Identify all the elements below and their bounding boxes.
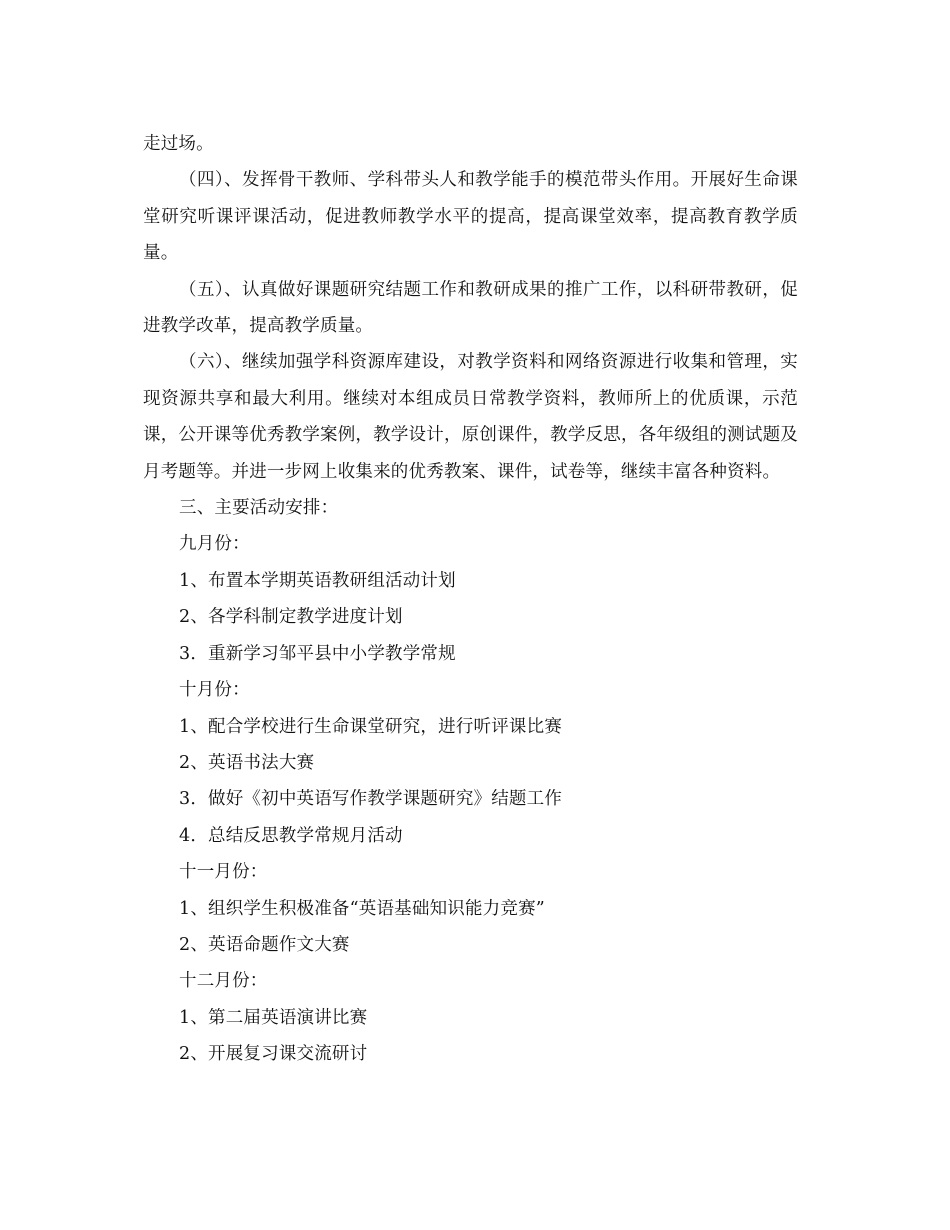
month-heading-september: 九月份： — [179, 534, 250, 555]
list-item: 4．总结反思教学常规月活动 — [179, 825, 403, 846]
paragraph-continuation: 走过场。 — [143, 134, 214, 154]
paragraph-item-5: （五）、认真做好课题研究结题工作和教研成果的推广工作，以科研带教研，促进教学改革，提高教学质量。 — [143, 279, 798, 337]
list-item: 2、英语命题作文大赛 — [179, 934, 350, 955]
list-item: 2、英语书法大赛 — [179, 752, 315, 773]
section-heading-activities: 三、主要活动安排： — [179, 498, 339, 519]
list-item: 1、第二届英语演讲比赛 — [179, 1007, 368, 1028]
list-item: 1、布置本学期英语教研组活动计划 — [179, 570, 456, 591]
list-item: 1、组织学生积极准备“英语基础知识能力竞赛” — [179, 898, 545, 919]
paragraph-item-4: （四）、发挥骨干教师、学科带头人和教学能手的模范带头作用。开展好生命课堂研究听课评课活动，促进教师教学水平的提高，提高课堂效率，提高教育教学质量。 — [143, 170, 798, 264]
paragraph-item-6: （六）、继续加强学科资源库建设，对教学资料和网络资源进行收集和管理，实现资源共享和最大利用。继续对本组成员日常教学资料，教师所上的优质课，示范课，公开课等优秀教学案例，教学设计，原创课件，教学反思，各年级组的测试题及月考题等。并进一步网上收集来的优秀教案、课件，试卷等，继续丰富各种资料。 — [143, 352, 798, 482]
list-item: 3．重新学习邹平县中小学教学常规 — [179, 643, 456, 664]
month-heading-december: 十二月份： — [179, 971, 268, 992]
list-item: 2、开展复习课交流研讨 — [179, 1044, 368, 1065]
month-heading-november: 十一月份： — [179, 862, 268, 883]
list-item: 2、各学科制定教学进度计划 — [179, 607, 403, 628]
document-body — [143, 126, 798, 1073]
month-heading-october: 十月份： — [179, 680, 250, 701]
list-item: 3．做好《初中英语写作教学课题研究》结题工作 — [179, 789, 563, 810]
list-item: 1、配合学校进行生命课堂研究，进行听评课比赛 — [179, 716, 563, 737]
